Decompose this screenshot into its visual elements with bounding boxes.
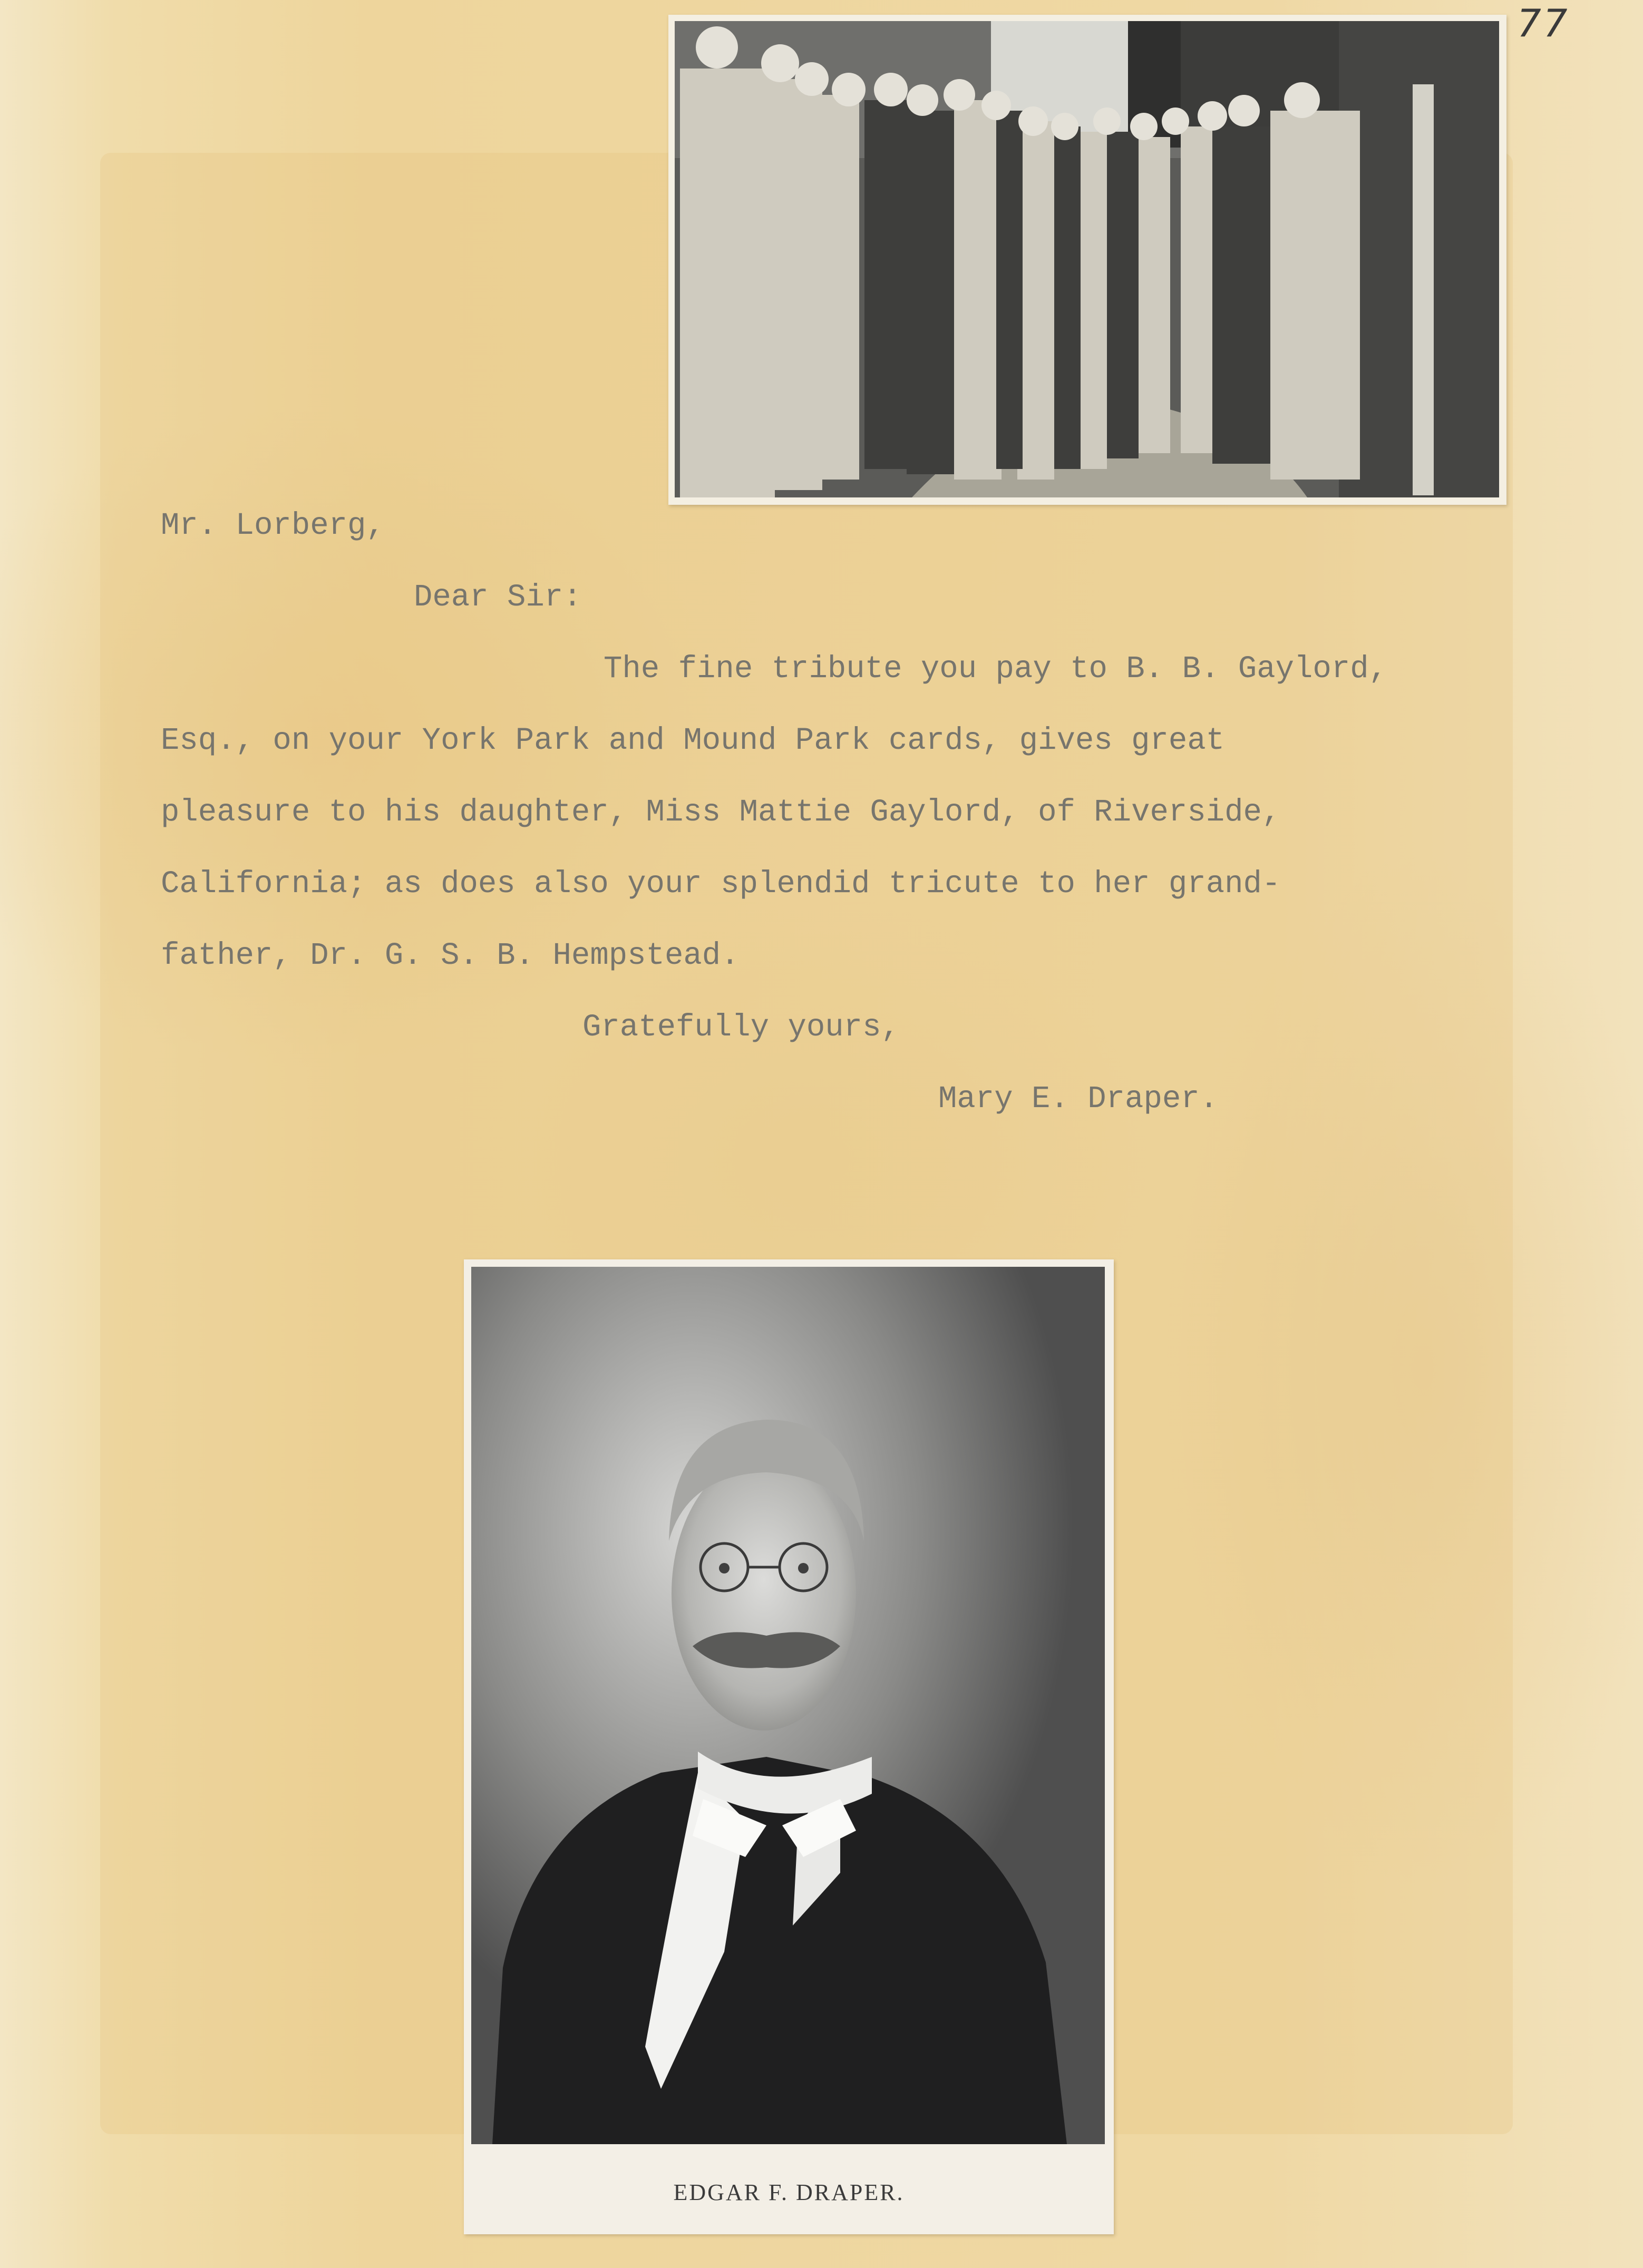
letter-signature: Mary E. Draper. xyxy=(938,1081,1219,1117)
letter-salutation: Mr. Lorberg, xyxy=(161,508,385,543)
letter-greeting: Dear Sir: xyxy=(414,580,582,615)
portrait-illustration xyxy=(471,1267,1105,2144)
portrait-image xyxy=(471,1267,1105,2144)
letter-body-line: The fine tribute you pay to B. B. Gaylord, xyxy=(604,651,1388,687)
letter-body-line: father, Dr. G. S. B. Hempstead. xyxy=(161,938,740,973)
group-photograph-image xyxy=(675,21,1499,497)
page-number: 77 xyxy=(1517,1,1570,45)
group-photograph xyxy=(668,15,1506,505)
portrait-caption: EDGAR F. DRAPER. xyxy=(673,2179,905,2205)
letter-body-line: pleasure to his daughter, Miss Mattie Gaylord, of Riverside, xyxy=(161,795,1281,830)
letter-body-line: Esq., on your York Park and Mound Park cards, gives great xyxy=(161,723,1225,758)
letter-body-line: California; as does also your splendid tricute to her grand- xyxy=(161,866,1281,902)
group-photo-illustration xyxy=(675,21,1499,497)
letter-closing: Gratefully yours, xyxy=(582,1010,900,1045)
portrait-print xyxy=(464,1259,1114,2234)
